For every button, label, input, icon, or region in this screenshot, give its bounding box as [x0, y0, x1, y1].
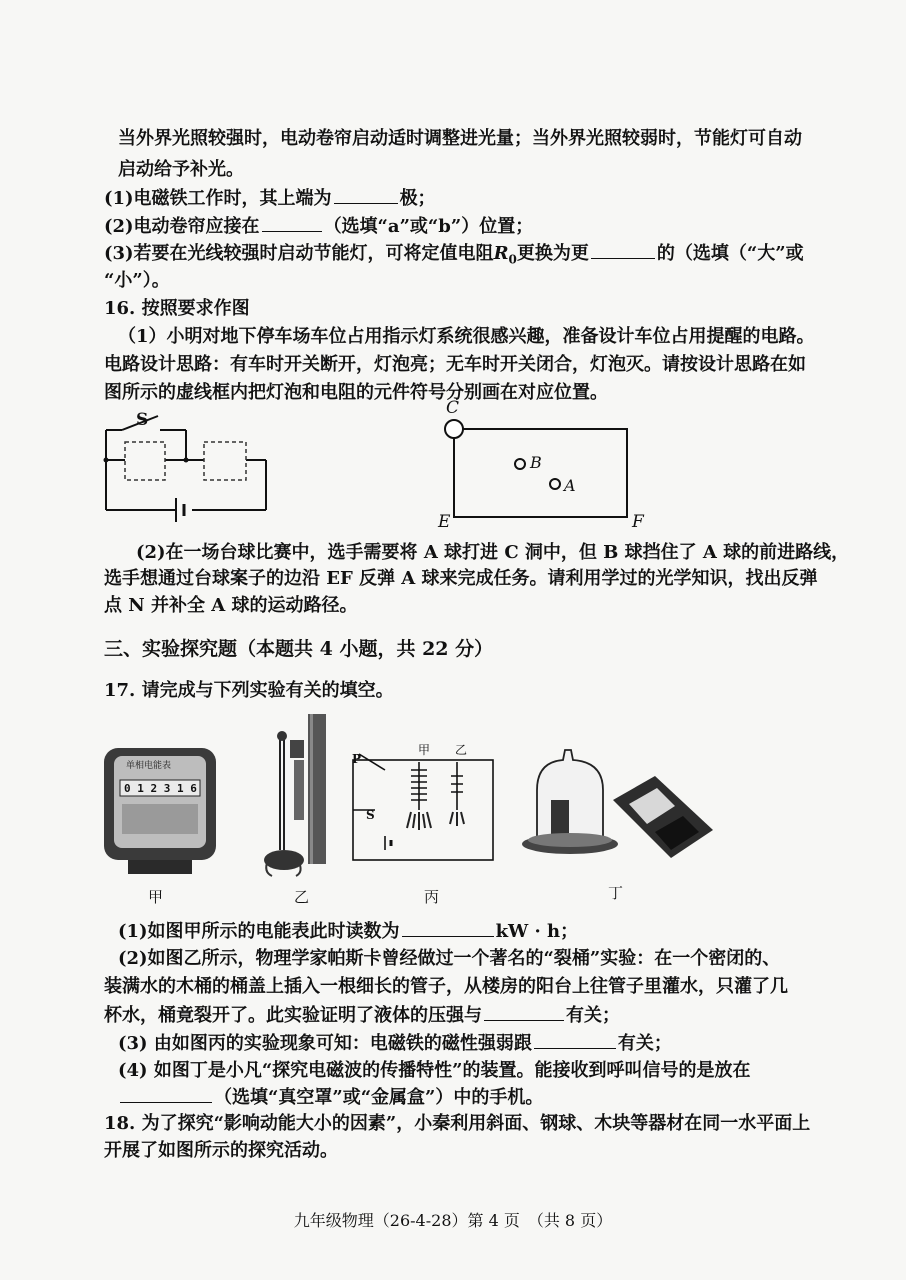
q17-part2-blank[interactable]: [484, 1002, 564, 1021]
dashed-box-left[interactable]: [125, 442, 165, 480]
q15-part3-mid: 更换为更: [516, 243, 589, 264]
q15-part3-suffix: 的（选填（“大”或: [656, 243, 804, 264]
q16-p2-line1: (2)在一场台球比赛中，选手需要将 A 球打进 C 洞中，但 B 球挡住了 A 球的前进路线，: [136, 542, 850, 563]
q16-p2-line3: 点 N 并补全 A 球的运动路径。: [104, 595, 358, 616]
q17-part4-suffix: （选填“真空罩”或“金属盒”）中的手机。: [214, 1087, 544, 1108]
meter-digits: 0 1 2 3 1 6: [124, 782, 197, 795]
pascal-barrel-figure: [258, 710, 338, 880]
fig-label-jia: 甲: [148, 888, 164, 906]
label-f: F: [632, 512, 644, 532]
q17-part1: [118, 918, 578, 945]
q15-part3-line2: “小”）。: [104, 270, 170, 291]
switch-label: S: [136, 410, 149, 430]
label-b: B: [530, 453, 542, 472]
q16-p1-line2: 电路设计思路：有车时开关断开，灯泡亮；无车时开关闭合，灯泡灭。请按设计思路在如: [104, 354, 806, 375]
q16-p1-line3: 图所示的虚线框内把灯泡和电阻的元件符号分别画在对应位置。: [104, 382, 608, 403]
q17-part4-line2: [118, 1084, 543, 1111]
fig-label-yi: 乙: [294, 888, 310, 906]
q17-part3: [118, 1030, 672, 1057]
q17-part2-line2: 装满水的木桶的桶盖上插入一根细长的管子，从楼房的阳台上往管子里灌水，只灌了几: [104, 976, 788, 997]
electromagnet-figure: [345, 740, 495, 870]
q17-part3-blank[interactable]: [534, 1030, 616, 1049]
intro-line-1: 当外界光照较强时，电动卷帘启动适时调整进光量；当外界光照较弱时，节能灯可自动: [118, 128, 802, 149]
q15-part3-text: (3)若要在光线较强时启动节能灯，可将定值电阻: [104, 243, 494, 264]
label-e: E: [438, 512, 451, 532]
q15-part1-suffix: 极；: [399, 188, 436, 209]
q17-part4-line1: (4) 如图丁是小凡“探究电磁波的传播特性”的装置。能接收到呼叫信号的是放在: [118, 1060, 751, 1081]
metal-box-figure: [605, 772, 725, 882]
q16-p2-line2: 选手想通过台球案子的边沿 EF 反弹 A 球来完成任务。请利用学过的光学知识，找出反弹: [104, 568, 818, 589]
q17-part2-line1: (2)如图乙所示，物理学家帕斯卡曾经做过一个著名的“裂桶”实验：在一个密闭的、: [118, 948, 781, 969]
q17-part2-text: 杯水，桶竟裂开了。此实验证明了液体的压强与: [104, 1005, 482, 1026]
fig-label-ding: 丁: [608, 884, 624, 902]
q16-p1-line1: （1）小明对地下停车场车位占用指示灯系统很感兴趣，准备设计车位占用提醒的电路。: [118, 326, 815, 347]
meter-title: 单相电能表: [126, 761, 172, 771]
q17-part2-line3: [104, 1002, 620, 1029]
label-c: C: [446, 398, 460, 418]
q15-part2: [104, 213, 533, 240]
label-jia-magnet: 甲: [418, 743, 431, 757]
q15-part3-blank[interactable]: [591, 240, 655, 259]
page-footer: 九年级物理（26-4-28）第 4 页 （共 8 页）: [293, 1211, 613, 1230]
q15-part2-suffix: （选填“a”或“b”）位置；: [323, 216, 534, 237]
ball-b: [515, 459, 525, 469]
resistor-subscript: 0: [508, 252, 517, 267]
resistor-symbol: R: [493, 243, 509, 264]
parking-circuit-diagram: [100, 410, 275, 535]
label-yi-magnet: 乙: [455, 743, 468, 757]
q15-part1-text: (1)电磁铁工作时，其上端为: [104, 188, 332, 209]
dashed-box-right[interactable]: [204, 442, 246, 480]
q16-title: 16. 按照要求作图: [104, 298, 250, 319]
intro-line-2: 启动给予补光。: [118, 159, 244, 180]
q17-part4-blank[interactable]: [120, 1084, 212, 1103]
pocket-c: [445, 420, 463, 438]
fig-label-bing: 丙: [424, 888, 440, 906]
q15-part2-blank[interactable]: [262, 213, 322, 232]
label-a: A: [564, 476, 576, 495]
q17-title: 17. 请完成与下列实验有关的填空。: [104, 680, 394, 701]
q18-line1: 18. 为了探究“影响动能大小的因素”，小秦利用斜面、钢球、木块等器材在同一水平面上: [104, 1113, 811, 1134]
q15-part1-blank[interactable]: [334, 185, 398, 204]
q17-part1-text: (1)如图甲所示的电能表此时读数为: [118, 921, 400, 942]
label-p: P: [352, 752, 362, 766]
q17-part3-suffix: 有关；: [617, 1033, 672, 1054]
q17-part3-text: (3) 由如图丙的实验现象可知：电磁铁的磁性强弱跟: [118, 1033, 532, 1054]
label-s: S: [366, 808, 375, 822]
q15-part3: [104, 240, 804, 273]
q15-part1: [104, 185, 436, 212]
q15-part2-text: (2)电动卷帘应接在: [104, 216, 260, 237]
ball-a: [550, 479, 560, 489]
q17-part2-suffix: 有关；: [566, 1005, 620, 1026]
q17-part1-blank[interactable]: [402, 918, 494, 937]
q18-line2: 开展了如图所示的探究活动。: [104, 1140, 338, 1161]
q17-part1-unit: kW · h；: [495, 921, 579, 942]
section3-title: 三、实验探究题（本题共 4 小题，共 22 分）: [104, 638, 494, 660]
